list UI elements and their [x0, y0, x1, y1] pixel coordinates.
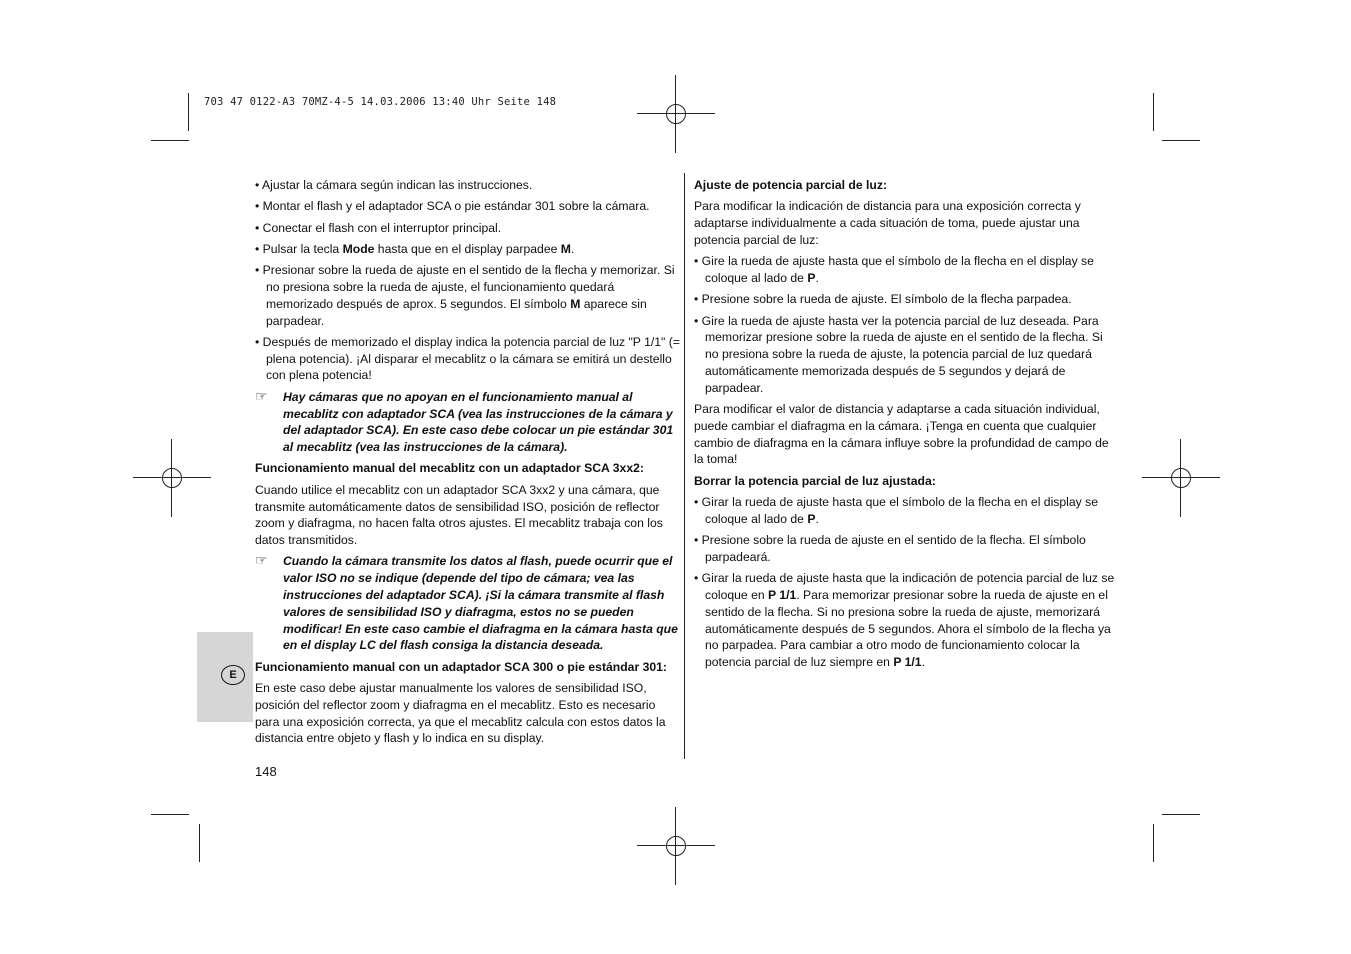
crop-mark	[151, 814, 189, 815]
list-item: • Conectar el flash con el interruptor principal.	[255, 220, 502, 235]
crop-mark	[1162, 140, 1200, 141]
pointing-hand-icon: ☞	[255, 552, 268, 569]
pointing-hand-icon: ☞	[255, 387, 268, 404]
registration-mark	[637, 807, 715, 885]
crop-mark	[188, 93, 189, 131]
registration-mark	[637, 75, 715, 153]
list-item: • Presione sobre la rueda de ajuste en el sentido de la flecha. El símbolo parpadeará.	[694, 533, 1086, 564]
registration-mark	[1142, 439, 1220, 517]
list-item: • Gire la rueda de ajuste hasta que el símbolo de la flecha en el display se coloque al lado de P.	[694, 254, 1094, 285]
list-item: • Montar el flash y el adaptador SCA o pie estándar 301 sobre la cámara.	[255, 199, 650, 214]
section-heading: Ajuste de potencia parcial de luz:	[694, 178, 888, 192]
list-item: • Después de memorizado el display indica la potencia parcial de luz "P 1/1" (= plena potencia). ¡Al disparar el mecablitz o la cámara se emitirá un destello con plena potencia!	[255, 334, 680, 383]
paragraph: Para modificar el valor de distancia y adaptarse a cada situación individual, puede cambiar el diafragma en la cámara. ¡Tenga en cuenta que cualquier cambio de diafragma en la cámara influye sobre la profundidad de campo de la toma!	[694, 402, 1109, 467]
list-item: • Girar la rueda de ajuste hasta que el símbolo de la flecha en el display se coloque al lado de P.	[694, 495, 1098, 526]
registration-mark	[133, 439, 211, 517]
note: ☞ Cuando la cámara transmite los datos al flash, puede ocurrir que el valor ISO no se indique (depende del tipo de cámara; vea las instrucciones del adaptador SCA). ¡Si la cámara transmite al flash valores de sensibilidad ISO y diafragma, estos no se pueden modificar! En este caso cambie el diafragma en la cámara hasta que en el display LC del flash consiga la distancia deseada.	[255, 552, 678, 653]
language-tab	[197, 632, 253, 722]
list-item: • Girar la rueda de ajuste hasta que la indicación de potencia parcial de luz se coloque en P 1/1. Para memorizar presionar sobre la rueda de ajuste en el sentido de la flecha. Si no presiona sobre la rueda de ajuste, memorizará automáticamente después de 5 segundos. Ahora el símbolo de la flecha ya no parpadea. Para cambiar a otro modo de funcionamiento colocar la potencia parcial de luz siempre en P 1/1.	[694, 571, 1115, 670]
column-divider	[684, 173, 685, 759]
note: ☞ Hay cámaras que no apoyan en el funcionamiento manual al mecablitz con adaptador SCA (vea las instrucciones de la cámara y del adaptador SCA). En este caso debe colocar un pie estándar 301 al mecablitz (vea las instrucciones de la cámara).	[255, 387, 674, 455]
list-item: • Presionar sobre la rueda de ajuste en el sentido de la flecha y memorizar. Si no presiona sobre la rueda de ajuste, el funcionamiento quedará memorizado después de aprox. 5 segundos. El símbolo M aparece sin parpadear.	[255, 263, 675, 328]
section-heading: Funcionamiento manual con un adaptador SCA 300 o pie estándar 301:	[255, 659, 667, 674]
list-item: • Ajustar la cámara según indican las instrucciones.	[255, 178, 533, 192]
crop-mark	[151, 140, 189, 141]
section-heading: Borrar la potencia parcial de luz ajustada:	[694, 473, 936, 488]
list-item: • Pulsar la tecla Mode hasta que en el display parpadee M.	[255, 241, 575, 256]
crop-mark	[1153, 93, 1154, 131]
print-slug: 703 47 0122-A3 70MZ-4-5 14.03.2006 13:40 Uhr Seite 148	[204, 96, 557, 108]
paragraph: En este caso debe ajustar manualmente los valores de sensibilidad ISO, posición del reflector zoom y diafragma en el mecablitz. Esto es necesario para una exposición correcta, ya que el mecablitz calcula con estos datos la distancia entre objeto y flash y lo indica en su display.	[255, 681, 666, 746]
list-item: • Gire la rueda de ajuste hasta ver la potencia parcial de luz deseada. Para memorizar presione sobre la rueda de ajuste en el sentido de la flecha. Si no presiona sobre la rueda de ajuste, la potencia parcial de luz quedará automáticamente memorizada después de 5 segundos y dejará de parpadear.	[694, 313, 1103, 395]
page-number: 148	[255, 764, 277, 779]
paragraph: Para modificar la indicación de distancia para una exposición correcta y adaptarse individualmente a cada situación de toma, puede ajustar una potencia parcial de luz:	[694, 199, 1081, 247]
crop-mark	[199, 824, 200, 862]
crop-mark	[1162, 814, 1200, 815]
crop-mark	[1153, 824, 1154, 862]
list-item: • Presione sobre la rueda de ajuste. El símbolo de la flecha parpadea.	[694, 292, 1072, 307]
left-column	[255, 177, 681, 752]
language-badge: E	[221, 665, 245, 685]
paragraph: Cuando utilice el mecablitz con un adaptador SCA 3xx2 y una cámara, que transmite automáticamente datos de sensibilidad ISO, posición de reflector zoom y diafragma, no hacen falta otros ajustes. El mecablitz trabaja con los datos transmitidos.	[255, 482, 663, 548]
section-heading: Funcionamiento manual del mecablitz con un adaptador SCA 3xx2:	[255, 461, 644, 476]
right-column	[694, 177, 1118, 676]
